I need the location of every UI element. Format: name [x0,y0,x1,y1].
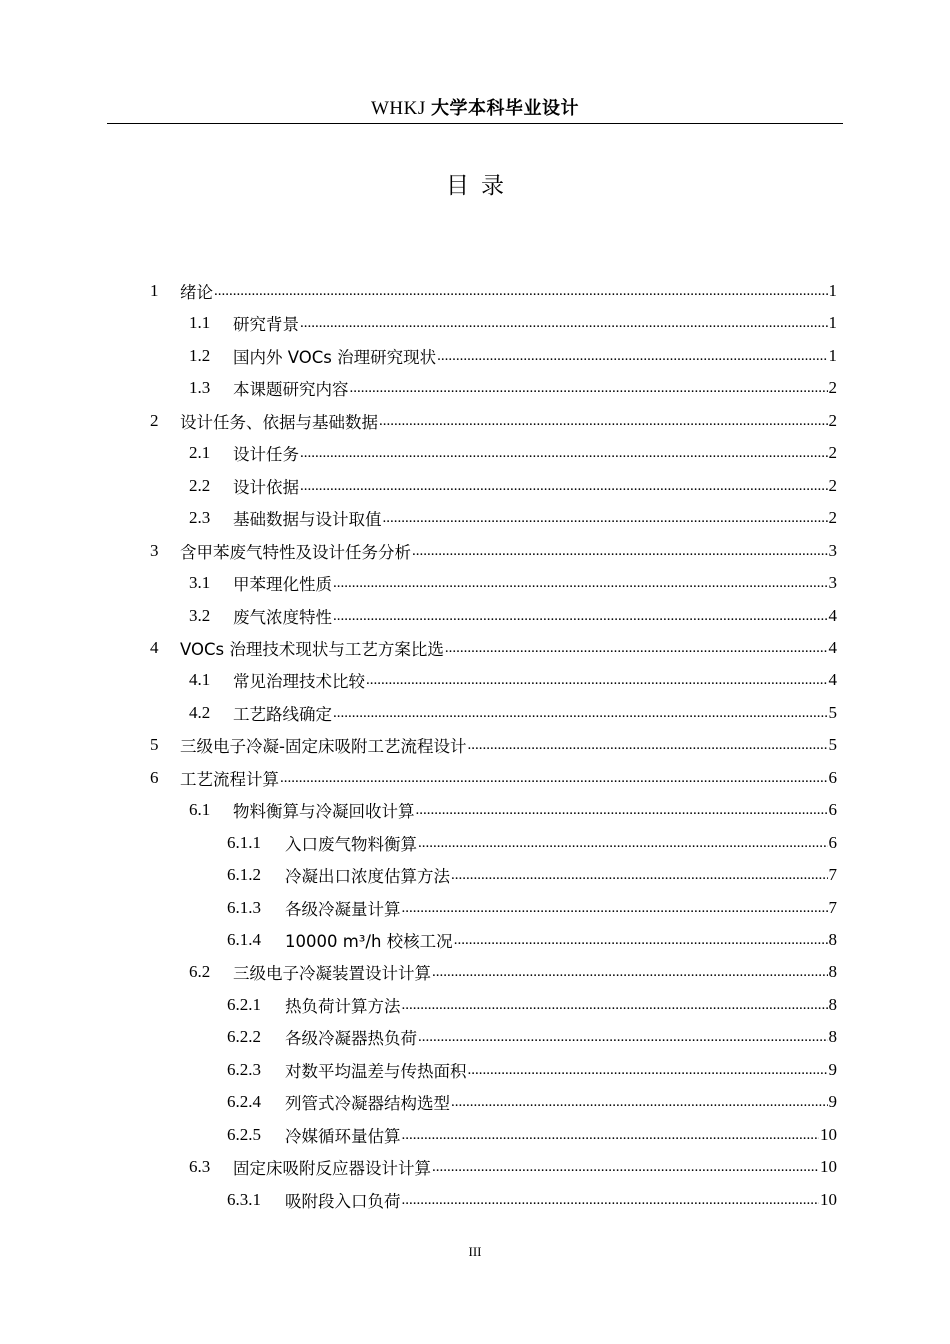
toc-entry-title: 工艺路线确定 [233,704,332,724]
toc-entry-title: 各级冷凝量计算 [285,899,401,919]
toc-dot-leader [366,664,828,696]
toc-dot-leader [280,762,828,794]
toc-entry-page: 8 [828,1027,837,1047]
toc-entry[interactable] [227,989,837,1021]
toc-entry-number: 2.1 [189,443,211,463]
toc-dot-leader [418,827,828,859]
toc-dot-leader [432,1151,819,1183]
toc-dot-leader [300,470,828,502]
toc-entry-title: VOCs 治理技术现状与工艺方案比选 [180,639,444,659]
toc-entry-page: 4 [828,605,837,625]
toc-entry-page: 10 [820,1124,837,1144]
toc-entry-title: 常见治理技术比较 [233,672,365,692]
toc-dot-leader [300,437,828,469]
toc-entry-title: 对数平均温差与传热面积 [285,1061,467,1081]
toc-entry-page: 5 [828,702,837,722]
toc-entry-page: 3 [828,573,837,593]
toc-entry-number: 6.2.4 [227,1092,261,1112]
toc-entry-page: 10 [820,1157,837,1177]
toc-entry[interactable] [189,437,837,469]
toc-entry-number: 4 [150,637,159,657]
toc-entry-page: 10 [820,1189,837,1209]
toc-entry-title: 工艺流程计算 [180,769,279,789]
toc-entry-title: 甲苯理化性质 [233,575,332,595]
toc-entry-number: 6 [150,767,159,787]
toc-dot-leader [214,275,828,307]
toc-entry-title: 列管式冷凝器结构选型 [285,1094,450,1114]
toc-entry-title: 设计依据 [233,477,299,497]
toc-entry-page: 2 [828,443,837,463]
toc-entry-number: 2.2 [189,475,211,495]
toc-dot-leader [402,892,828,924]
header-rule [107,123,843,124]
toc-entry-page: 2 [828,378,837,398]
toc-dot-leader [379,405,828,437]
toc-dot-leader [412,535,828,567]
toc-entry[interactable] [150,729,837,761]
toc-dot-leader [454,924,828,956]
toc-entry-page: 8 [828,930,837,949]
toc-entry-title: 国内外 VOCs 治理研究现状 [233,347,437,367]
toc-entry-number: 2.3 [189,508,211,528]
toc-entry-page: 4 [828,670,837,690]
toc-entry-number: 6.2.3 [227,1059,261,1079]
toc-entry-title: 热负荷计算方法 [285,996,401,1016]
toc-entry-title: 冷凝出口浓度估算方法 [285,867,450,887]
toc-entry[interactable] [150,275,837,307]
toc-entry[interactable] [150,405,837,437]
toc-dot-leader [350,372,828,404]
toc-entry-title: 10000 m³/h 校核工况 [285,932,453,951]
toc-dot-leader [416,794,828,826]
toc-entry-title: 研究背景 [233,315,299,335]
toc-entry[interactable] [189,600,837,632]
toc-entry-number: 6.1.4 [227,930,261,949]
toc-entry-number: 1.2 [189,345,211,365]
toc-entry-title: 入口废气物料衡算 [285,834,417,854]
toc-entry-title: 设计任务、依据与基础数据 [180,412,378,432]
toc-entry-title: 设计任务 [233,445,299,465]
toc-dot-leader [451,1086,828,1118]
toc-dot-leader [383,502,828,534]
toc-entry-number: 3 [150,540,159,560]
toc-entry-number: 5 [150,735,159,755]
toc-entry-page: 3 [828,540,837,560]
toc-entry-page: 7 [828,897,837,917]
toc-entry-title: 基础数据与设计取值 [233,510,382,530]
toc-title: 目录 [446,173,516,199]
toc-entry[interactable] [189,470,837,502]
toc-entry-page: 2 [828,475,837,495]
toc-entry[interactable] [227,1021,837,1053]
toc-entry-number: 6.2.5 [227,1124,261,1144]
toc-dot-leader [333,697,828,729]
toc-entry[interactable] [189,502,837,534]
toc-entry-title: 含甲苯废气特性及设计任务分析 [180,542,411,562]
toc-entry-number: 6.3.1 [227,1189,261,1209]
toc-entry-number: 2 [150,410,159,430]
toc-dot-leader [432,956,828,988]
toc-entry-number: 6.2.1 [227,994,261,1014]
footer-page-number: III [468,1244,482,1259]
toc-entry[interactable] [189,372,837,404]
toc-entry[interactable] [189,307,837,339]
header-school-name: WHKJ [370,98,426,119]
toc-entry-number: 6.1.2 [227,865,261,885]
toc-entry-title: 废气浓度特性 [233,607,332,627]
toc-entry[interactable] [227,924,837,956]
toc-entry-page: 6 [828,767,837,787]
toc-dot-leader [437,340,827,372]
toc-entry-number: 6.2.2 [227,1027,261,1047]
toc-entry-title: 物料衡算与冷凝回收计算 [233,802,415,822]
toc-entry-title: 吸附段入口负荷 [285,1191,401,1211]
toc-entry[interactable] [189,664,837,696]
toc-entry[interactable] [227,1119,837,1151]
toc-entry-title: 各级冷凝器热负荷 [285,1029,417,1049]
toc-entry[interactable] [189,956,837,988]
toc-entry-page: 8 [828,962,837,982]
toc-dot-leader [418,1021,828,1053]
toc-entry-number: 6.1 [189,800,211,820]
toc-entry[interactable] [150,535,837,567]
toc-entry[interactable] [227,859,837,891]
toc-entry-page: 8 [828,994,837,1014]
toc-entry-number: 6.1.1 [227,832,261,852]
toc-entry-page: 7 [828,865,837,885]
toc-entry[interactable] [227,1086,837,1118]
toc-entry[interactable] [150,632,837,664]
toc-entry[interactable] [227,892,837,924]
toc-entry[interactable] [189,697,837,729]
toc-dot-leader [333,600,828,632]
toc-entry-title: 三级电子冷凝装置设计计算 [233,964,431,984]
toc-entry[interactable] [150,762,837,794]
toc-entry-number: 1 [150,281,159,300]
toc-dot-leader [467,729,827,761]
header-title: 大学本科毕业设计 [431,98,580,119]
toc-dot-leader [445,632,828,664]
toc-dot-leader [402,1119,820,1151]
toc-entry-page: 2 [828,508,837,528]
toc-dot-leader [300,307,828,339]
toc-entry-title: 本课题研究内容 [233,380,349,400]
toc-entry-page: 6 [828,800,837,820]
toc-entry-number: 1.3 [189,378,211,398]
toc-entry-number: 1.1 [189,313,211,333]
toc-entry-number: 6.2 [189,962,211,982]
toc-entry[interactable] [189,340,837,372]
toc-entry[interactable] [227,1184,837,1216]
toc-entry[interactable] [227,1054,837,1086]
toc-entry-number: 6.1.3 [227,897,261,917]
toc-entry-page: 9 [828,1092,837,1112]
toc-entry-page: 2 [828,410,837,430]
toc-entry-title: 三级电子冷凝-固定床吸附工艺流程设计 [180,737,467,757]
toc-entry-number: 4.1 [189,670,211,690]
toc-entry-page: 1 [828,281,837,300]
toc-entry-title: 冷媒循环量估算 [285,1126,401,1146]
toc-dot-leader [402,989,828,1021]
toc-entry-title: 固定床吸附反应器设计计算 [233,1159,431,1179]
page-header [107,96,843,122]
toc-entry-title: 绪论 [180,283,213,302]
toc-dot-leader [402,1184,820,1216]
toc-entry-page: 4 [828,637,837,657]
toc-entry[interactable] [189,794,837,826]
toc-entry[interactable] [189,1151,837,1183]
toc-entry[interactable] [227,827,837,859]
toc-entry-page: 1 [828,345,837,365]
toc-entry-number: 3.2 [189,605,211,625]
toc-entry-number: 3.1 [189,573,211,593]
toc-entry-number: 6.3 [189,1157,211,1177]
toc-dot-leader [468,1054,828,1086]
toc-entry-page: 1 [828,313,837,333]
toc-dot-leader [451,859,828,891]
toc-entry-page: 5 [828,735,837,755]
toc-entry[interactable] [189,567,837,599]
toc-dot-leader [333,567,828,599]
toc-entry-page: 9 [828,1059,837,1079]
toc-entry-number: 4.2 [189,702,211,722]
toc-entry-page: 6 [828,832,837,852]
